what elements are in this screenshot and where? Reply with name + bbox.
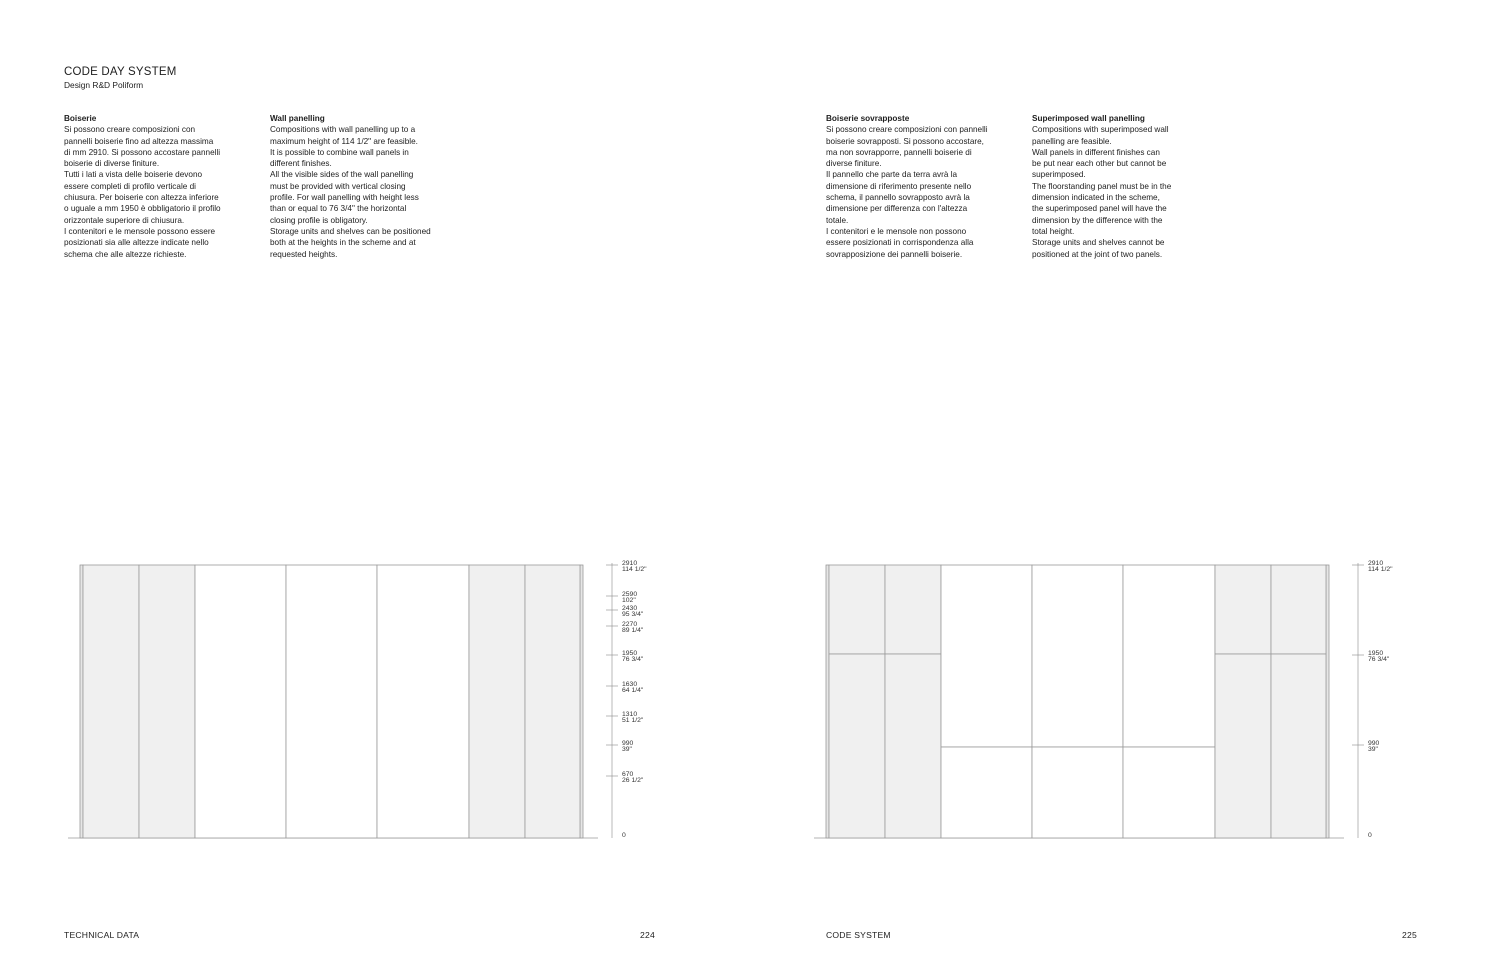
- dimension-mm: 2430: [622, 605, 638, 612]
- text-line: Tutti i lati a vista delle boiserie devono: [64, 170, 203, 180]
- dimension-inch: 89 1/4": [622, 627, 644, 634]
- text-line: total height.: [1032, 226, 1075, 236]
- text-line: both at the heights in the scheme and at: [270, 238, 416, 248]
- dimension-inch: 26 1/2": [622, 777, 644, 784]
- upper-panel: [1032, 565, 1123, 747]
- text-line: schema che alle altezze richieste.: [64, 249, 187, 259]
- dimension-mm: 2910: [622, 560, 638, 567]
- text-line: profile. For wall panelling with height less: [270, 193, 419, 203]
- text-line: dimensione di riferimento presente nello: [826, 181, 972, 191]
- dimension-mm: 0: [1368, 832, 1372, 839]
- dimension-inch: 76 3/4": [1368, 656, 1390, 663]
- left-dimension-scale: [606, 563, 618, 838]
- text-line: totale.: [826, 215, 849, 225]
- dimension-mm: 0: [622, 832, 626, 839]
- text-line: dimension by the difference with the: [1032, 215, 1163, 225]
- left-dimension-labels: [622, 560, 647, 839]
- dimension-inch: 114 1/2": [622, 566, 647, 573]
- wall-panel-shaded: [525, 565, 580, 838]
- lower-panel: [1032, 747, 1123, 838]
- wall-panel-shaded: [83, 565, 139, 838]
- text-line: requested heights.: [270, 249, 338, 259]
- text-line: Compositions with wall panelling up to a: [270, 125, 416, 135]
- text-line: posizionati sia alle altezze indicate nello: [64, 238, 209, 248]
- right-dimension-labels: [1368, 560, 1393, 839]
- text-line: diverse finiture.: [826, 159, 882, 169]
- text-line: Wall panels in different finishes can: [1032, 147, 1160, 157]
- lower-panel-shaded: [885, 654, 941, 838]
- text-line: positioned at the joint of two panels.: [1032, 249, 1163, 259]
- document-title: CODE DAY SYSTEM: [64, 66, 177, 78]
- document-subtitle: Design R&D Poliform: [64, 80, 144, 90]
- dimension-inch: 64 1/4": [622, 687, 644, 694]
- wall-panel: [286, 565, 377, 838]
- dimension-mm: 1950: [1368, 650, 1384, 657]
- text-line: essere completi di profilo verticale di: [64, 181, 196, 191]
- dimension-inch: 39": [622, 746, 632, 753]
- text-line: di mm 2910. Si possono accostare pannelli: [64, 147, 221, 157]
- boiserie-sovrapposte-heading: Boiserie sovrapposte: [826, 114, 910, 123]
- superimposed-panelling-elevation: [814, 565, 1344, 838]
- text-line: dimension indicated in the scheme,: [1032, 193, 1160, 203]
- text-line: superimposed.: [1032, 170, 1086, 180]
- text-line: boiserie di diverse finiture.: [64, 159, 160, 169]
- text-line: than or equal to 76 3/4" the horizontal: [270, 204, 407, 214]
- dimension-inch: 102": [622, 597, 636, 604]
- text-line: must be provided with vertical closing: [270, 181, 406, 191]
- wall-panelling-heading: Wall panelling: [270, 114, 325, 123]
- wall-panel: [195, 565, 286, 838]
- text-line: The floorstanding panel must be in the: [1032, 181, 1172, 191]
- right-dimension-scale: [1352, 563, 1364, 838]
- text-line: I contenitori e le mensole non possono: [826, 226, 967, 236]
- dimension-mm: 1950: [622, 650, 638, 657]
- text-line: Il pannello che parte da terra avrà la: [826, 170, 958, 180]
- wall-panel-shaded: [469, 565, 525, 838]
- superimposed-heading: Superimposed wall panelling: [1032, 114, 1145, 123]
- upper-panel: [941, 565, 1032, 747]
- upper-panel-shaded: [829, 565, 885, 654]
- dimension-mm: 2910: [1368, 560, 1384, 567]
- upper-panel-shaded: [1215, 565, 1271, 654]
- footer-section-label: CODE SYSTEM: [826, 930, 891, 940]
- text-line: Si possono creare composizioni con pannelli: [826, 125, 988, 135]
- dimension-mm: 2590: [622, 591, 638, 598]
- text-line: Storage units and shelves can be positioned: [270, 226, 431, 236]
- wall-panel-shaded: [139, 565, 195, 838]
- text-line: sovrapposizione dei pannelli boiserie.: [826, 249, 963, 259]
- upper-panel: [1123, 565, 1215, 747]
- text-line: different finishes.: [270, 159, 332, 169]
- text-line: orizzontale superiore di chiusura.: [64, 215, 185, 225]
- closing-profile: [826, 565, 829, 838]
- boiserie-heading: Boiserie: [64, 114, 97, 123]
- lower-panel-shaded: [1271, 654, 1326, 838]
- lower-panel-shaded: [1215, 654, 1271, 838]
- text-line: chiusura. Per boiserie con altezza inferiore: [64, 193, 219, 203]
- dimension-inch: 76 3/4": [622, 656, 644, 663]
- closing-profile: [80, 565, 83, 838]
- text-line: o uguale a mm 1950 è obbligatorio il profilo: [64, 204, 221, 214]
- footer-section-label: TECHNICAL DATA: [64, 930, 140, 940]
- dimension-inch: 114 1/2": [1368, 566, 1393, 573]
- text-line: maximum height of 114 1/2" are feasible.: [270, 136, 418, 146]
- page-number: 225: [1402, 930, 1417, 940]
- wall-panelling-elevation: [68, 565, 598, 838]
- text-line: be put near each other but cannot be: [1032, 159, 1167, 169]
- text-line: dimensione per differenza con l'altezza: [826, 204, 968, 214]
- text-line: I contenitori e le mensole possono essere: [64, 226, 216, 236]
- dimension-mm: 670: [622, 771, 634, 778]
- upper-panel-shaded: [1271, 565, 1326, 654]
- text-line: Si possono creare composizioni con: [64, 125, 196, 135]
- dimension-inch: 95 3/4": [622, 611, 644, 618]
- text-line: essere posizionati in corrispondenza alla: [826, 238, 974, 248]
- lower-panel-shaded: [829, 654, 885, 838]
- text-line: pannelli boiserie fino ad altezza massima: [64, 136, 214, 146]
- closing-profile: [1326, 565, 1329, 838]
- text-line: ma non sovrapporre, pannelli boiserie di: [826, 147, 972, 157]
- dimension-inch: 39": [1368, 746, 1378, 753]
- page-number: 224: [640, 930, 655, 940]
- dimension-mm: 1310: [622, 711, 638, 718]
- text-line: panelling are feasible.: [1032, 136, 1112, 146]
- upper-panel-shaded: [885, 565, 941, 654]
- lower-panel: [1123, 747, 1215, 838]
- text-line: the superimposed panel will have the: [1032, 204, 1167, 214]
- text-line: schema, il pannello sovrapposto avrà la: [826, 193, 970, 203]
- dimension-mm: 1630: [622, 681, 638, 688]
- text-line: boiserie sovrapposti. Si possono accostare,: [826, 136, 984, 146]
- text-line: Compositions with superimposed wall: [1032, 125, 1169, 135]
- closing-profile: [580, 565, 583, 838]
- text-line: Storage units and shelves cannot be: [1032, 238, 1165, 248]
- wall-panel: [377, 565, 469, 838]
- dimension-mm: 990: [622, 740, 634, 747]
- text-line: All the visible sides of the wall panelling: [270, 170, 414, 180]
- text-line: closing profile is obligatory.: [270, 215, 368, 225]
- dimension-inch: 51 1/2": [622, 717, 644, 724]
- lower-panel: [941, 747, 1032, 838]
- dimension-mm: 2270: [622, 621, 638, 628]
- dimension-mm: 990: [1368, 740, 1380, 747]
- text-line: It is possible to combine wall panels in: [270, 147, 409, 157]
